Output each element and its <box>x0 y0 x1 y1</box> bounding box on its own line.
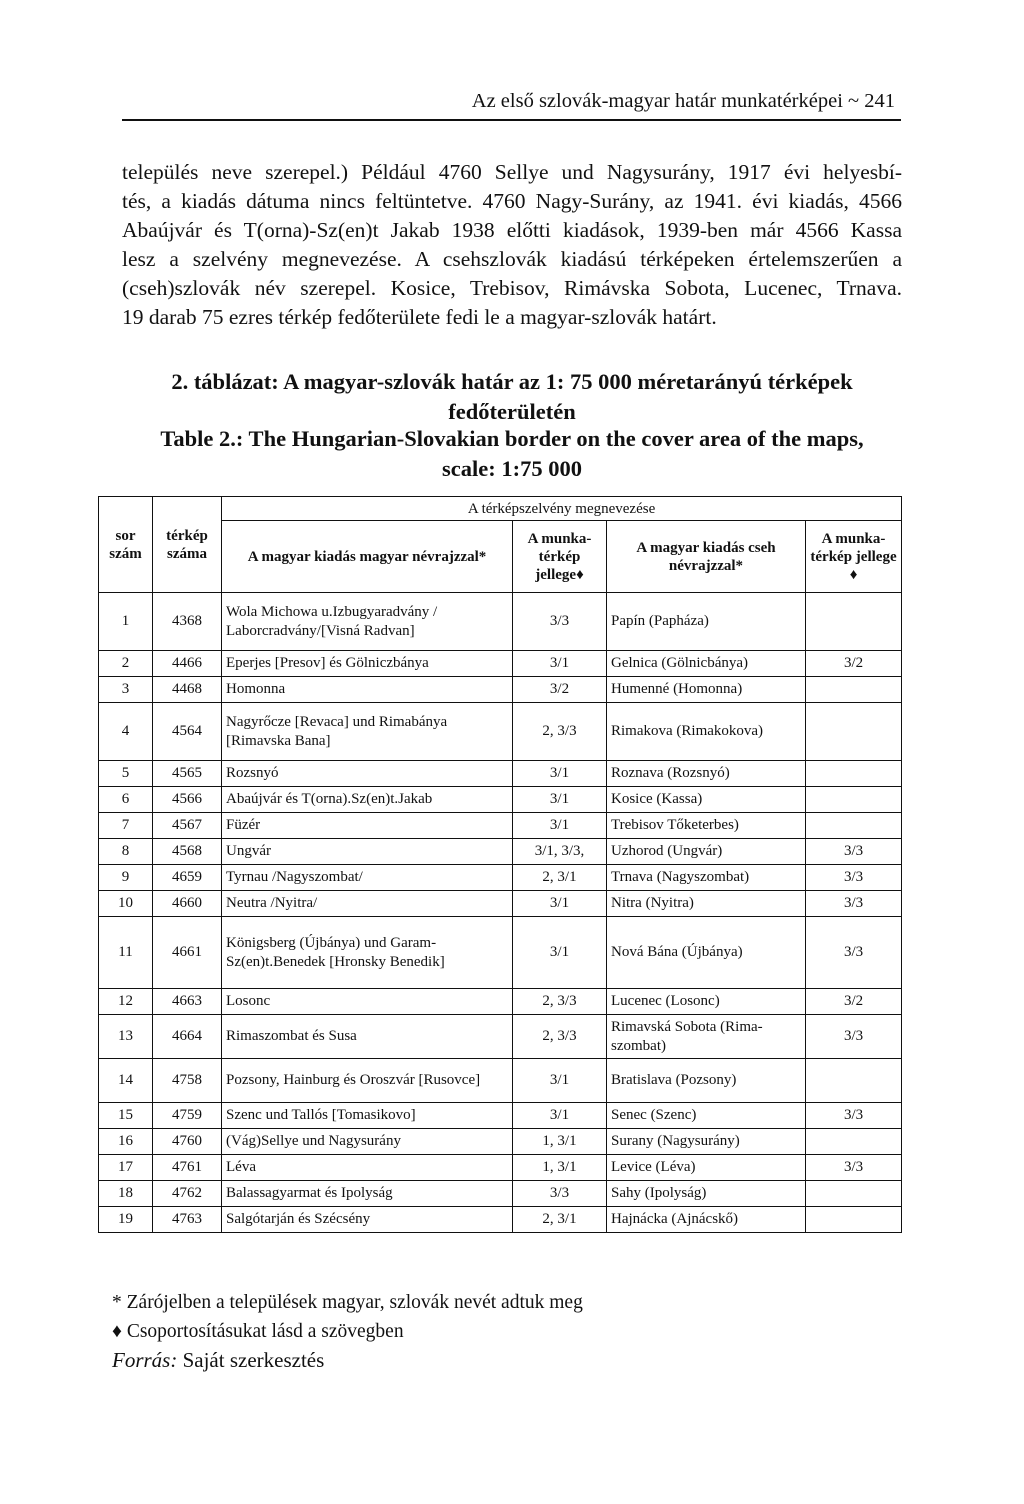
cell-work-type: 3/2 <box>513 677 607 703</box>
cell-map-number: 4659 <box>153 865 222 891</box>
cell-work-type-2 <box>806 787 902 813</box>
cell-map-number: 4760 <box>153 1129 222 1155</box>
cell-map-number: 4368 <box>153 593 222 651</box>
cell-row-number: 8 <box>99 839 153 865</box>
table-row <box>99 989 902 1015</box>
table-notes <box>112 1288 583 1375</box>
cell-work-type: 3/1 <box>513 891 607 917</box>
cell-hungarian-name: Wola Michowa u.Izbugyaradvány / Laborcradvány/[Visná Radvan] <box>222 593 513 651</box>
cell-hungarian-name: (Vág)Sellye und Nagysurány <box>222 1129 513 1155</box>
cell-map-number: 4661 <box>153 917 222 989</box>
cell-work-type-2 <box>806 593 902 651</box>
cell-map-number: 4758 <box>153 1059 222 1103</box>
cell-row-number: 13 <box>99 1015 153 1059</box>
cell-work-type: 2, 3/1 <box>513 1207 607 1233</box>
body-paragraph <box>122 158 902 332</box>
cell-work-type: 3/3 <box>513 1181 607 1207</box>
table-row <box>99 917 902 989</box>
cell-czech-name: Surany (Nagysurány) <box>607 1129 806 1155</box>
cell-row-number: 19 <box>99 1207 153 1233</box>
cell-work-type: 1, 3/1 <box>513 1155 607 1181</box>
cell-hungarian-name: Eperjes [Presov] és Gölniczbánya <box>222 651 513 677</box>
table-caption-hu <box>100 367 924 427</box>
cell-czech-name: Rimakova (Rimakokova) <box>607 703 806 761</box>
cell-map-number: 4564 <box>153 703 222 761</box>
cell-czech-name: Kosice (Kassa) <box>607 787 806 813</box>
cell-map-number: 4565 <box>153 761 222 787</box>
cell-map-number: 4763 <box>153 1207 222 1233</box>
cell-work-type: 2, 3/1 <box>513 865 607 891</box>
cell-row-number: 2 <box>99 651 153 677</box>
cell-czech-name: Levice (Léva) <box>607 1155 806 1181</box>
paragraph-line: Abaújvár és T(orna)-Sz(en)t Jakab 1938 előtti kiadások, 1939-ben már 4566 Kassa <box>122 218 902 242</box>
source-note <box>112 1346 583 1375</box>
cell-czech-name: Bratislava (Pozsony) <box>607 1059 806 1103</box>
cell-czech-name: Trebisov Tőketerbes) <box>607 813 806 839</box>
header-hungarian-edition: A magyar kiadás magyar névrajzzal* <box>222 521 513 593</box>
table-row <box>99 1103 902 1129</box>
cell-row-number: 11 <box>99 917 153 989</box>
caption-line: fedőterületén <box>448 399 576 424</box>
cell-row-number: 6 <box>99 787 153 813</box>
cell-czech-name: Senec (Szenc) <box>607 1103 806 1129</box>
header-row-number: sor szám <box>99 497 153 593</box>
cell-work-type: 3/3 <box>513 593 607 651</box>
cell-czech-name: Papín (Papháza) <box>607 593 806 651</box>
cell-map-number: 4762 <box>153 1181 222 1207</box>
table-row <box>99 677 902 703</box>
cell-czech-name: Hajnácka (Ajnácskő) <box>607 1207 806 1233</box>
cell-czech-name: Lucenec (Losonc) <box>607 989 806 1015</box>
cell-row-number: 10 <box>99 891 153 917</box>
cell-czech-name: Gelnica (Gölnicbánya) <box>607 651 806 677</box>
header-work-map-type: A munka-térkép jellege♦ <box>513 521 607 593</box>
cell-hungarian-name: Szenc und Tallós [Tomasikovo] <box>222 1103 513 1129</box>
paragraph-line: lesz a szelvény megnevezése. A csehszlovák kiadású térképeken értelemszerűen a <box>122 247 902 271</box>
source-text: Saját szerkesztés <box>177 1348 325 1372</box>
cell-czech-name: Uzhorod (Ungvár) <box>607 839 806 865</box>
table-row <box>99 1059 902 1103</box>
cell-hungarian-name: Pozsony, Hainburg és Oroszvár [Rusovce] <box>222 1059 513 1103</box>
cell-work-type-2: 3/3 <box>806 1155 902 1181</box>
cell-czech-name: Sahy (Ipolyság) <box>607 1181 806 1207</box>
cell-czech-name: Trnava (Nagyszombat) <box>607 865 806 891</box>
cell-map-number: 4568 <box>153 839 222 865</box>
paragraph-line: (cseh)szlovák név szerepel. Kosice, Trebisov, Rimávska Sobota, Lucenec, Trnava. <box>122 276 902 300</box>
table-row <box>99 651 902 677</box>
cell-map-number: 4759 <box>153 1103 222 1129</box>
cell-work-type-2 <box>806 761 902 787</box>
cell-hungarian-name: Salgótarján és Szécsény <box>222 1207 513 1233</box>
cell-work-type-2: 3/2 <box>806 989 902 1015</box>
table-row <box>99 1181 902 1207</box>
cell-czech-name: Roznava (Rozsnyó) <box>607 761 806 787</box>
table-row <box>99 1015 902 1059</box>
table-row <box>99 839 902 865</box>
cell-row-number: 5 <box>99 761 153 787</box>
cell-work-type-2 <box>806 1207 902 1233</box>
cell-hungarian-name: Nagyrőcze [Revaca] und Rimabánya [Rimavska Bana] <box>222 703 513 761</box>
cell-hungarian-name: Füzér <box>222 813 513 839</box>
cell-czech-name: Nová Bána (Újbánya) <box>607 917 806 989</box>
cell-work-type-2: 3/3 <box>806 865 902 891</box>
note-diamond: ♦ Csoportosításukat lásd a szövegben <box>112 1321 404 1342</box>
cell-hungarian-name: Königsberg (Újbánya) und Garam-Sz(en)t.Benedek [Hronsky Benedik] <box>222 917 513 989</box>
table-row <box>99 761 902 787</box>
cell-hungarian-name: Homonna <box>222 677 513 703</box>
cell-hungarian-name: Tyrnau /Nagyszombat/ <box>222 865 513 891</box>
cell-work-type-2 <box>806 703 902 761</box>
cell-hungarian-name: Balassagyarmat és Ipolyság <box>222 1181 513 1207</box>
cell-row-number: 12 <box>99 989 153 1015</box>
cell-work-type: 3/1, 3/3, <box>513 839 607 865</box>
cell-map-number: 4664 <box>153 1015 222 1059</box>
cell-row-number: 18 <box>99 1181 153 1207</box>
caption-line: 2. táblázat: A magyar-szlovák határ az 1: 75 000 méretarányú térképek <box>171 369 853 394</box>
cell-work-type-2: 3/3 <box>806 1103 902 1129</box>
cell-map-number: 4761 <box>153 1155 222 1181</box>
cell-work-type: 3/1 <box>513 917 607 989</box>
cell-work-type: 2, 3/3 <box>513 989 607 1015</box>
cell-work-type-2: 3/3 <box>806 839 902 865</box>
cell-work-type-2 <box>806 1059 902 1103</box>
cell-hungarian-name: Abaújvár és T(orna).Sz(en)t.Jakab <box>222 787 513 813</box>
cell-work-type: 3/1 <box>513 787 607 813</box>
cell-work-type: 3/1 <box>513 761 607 787</box>
running-header: Az első szlovák-magyar határ munkatérképei ~ 241 <box>122 83 901 121</box>
cell-hungarian-name: Ungvár <box>222 839 513 865</box>
cell-hungarian-name: Rozsnyó <box>222 761 513 787</box>
cell-row-number: 1 <box>99 593 153 651</box>
cell-work-type-2 <box>806 1129 902 1155</box>
cell-work-type-2 <box>806 1181 902 1207</box>
header-czech-naming-edition: A magyar kiadás cseh névrajzzal* <box>607 521 806 593</box>
table-row <box>99 1129 902 1155</box>
cell-row-number: 16 <box>99 1129 153 1155</box>
cell-work-type: 3/1 <box>513 651 607 677</box>
table-row <box>99 703 902 761</box>
cell-map-number: 4566 <box>153 787 222 813</box>
note-asterisk: * Zárójelben a települések magyar, szlovák nevét adtuk meg <box>112 1292 583 1313</box>
table-row <box>99 1207 902 1233</box>
cell-work-type-2: 3/2 <box>806 651 902 677</box>
cell-map-number: 4468 <box>153 677 222 703</box>
table-row <box>99 787 902 813</box>
header-map-number: térkép száma <box>153 497 222 593</box>
cell-work-type: 2, 3/3 <box>513 703 607 761</box>
table-caption-en <box>100 424 924 484</box>
cell-czech-name: Rimavská Sobota (Rima-szombat) <box>607 1015 806 1059</box>
table-row <box>99 813 902 839</box>
table-row <box>99 865 902 891</box>
cell-row-number: 14 <box>99 1059 153 1103</box>
cell-map-number: 4466 <box>153 651 222 677</box>
cell-work-type-2: 3/3 <box>806 891 902 917</box>
cell-work-type: 3/1 <box>513 1103 607 1129</box>
cell-work-type-2: 3/3 <box>806 917 902 989</box>
caption-line: Table 2.: The Hungarian-Slovakian border on the cover area of the maps, <box>160 426 864 451</box>
map-sheets-table <box>98 496 902 1233</box>
header-sheet-name-group: A térképszelvény megnevezése <box>222 497 902 521</box>
header-work-map-type-2: A munka-térkép jellege ♦ <box>806 521 902 593</box>
source-label: Forrás: <box>112 1348 178 1372</box>
cell-work-type: 3/1 <box>513 1059 607 1103</box>
cell-work-type: 3/1 <box>513 813 607 839</box>
cell-hungarian-name: Léva <box>222 1155 513 1181</box>
cell-work-type-2 <box>806 677 902 703</box>
cell-work-type: 1, 3/1 <box>513 1129 607 1155</box>
table-row <box>99 891 902 917</box>
cell-hungarian-name: Neutra /Nyitra/ <box>222 891 513 917</box>
cell-map-number: 4660 <box>153 891 222 917</box>
cell-row-number: 3 <box>99 677 153 703</box>
cell-czech-name: Humenné (Homonna) <box>607 677 806 703</box>
cell-row-number: 17 <box>99 1155 153 1181</box>
cell-czech-name: Nitra (Nyitra) <box>607 891 806 917</box>
cell-hungarian-name: Rimaszombat és Susa <box>222 1015 513 1059</box>
cell-work-type: 2, 3/3 <box>513 1015 607 1059</box>
cell-row-number: 9 <box>99 865 153 891</box>
cell-row-number: 7 <box>99 813 153 839</box>
cell-hungarian-name: Losonc <box>222 989 513 1015</box>
paragraph-line: település neve szerepel.) Például 4760 Sellye und Nagysurány, 1917 évi helyesbí- <box>122 160 902 184</box>
cell-row-number: 4 <box>99 703 153 761</box>
table-row <box>99 593 902 651</box>
cell-map-number: 4663 <box>153 989 222 1015</box>
cell-map-number: 4567 <box>153 813 222 839</box>
caption-line: scale: 1:75 000 <box>442 456 582 481</box>
paragraph-line: tés, a kiadás dátuma nincs feltüntetve. 4760 Nagy-Surány, az 1941. évi kiadás, 4566 <box>122 189 902 213</box>
paragraph-line: 19 darab 75 ezres térkép fedőterülete fedi le a magyar-szlovák határt. <box>122 305 717 329</box>
table-row <box>99 1155 902 1181</box>
cell-work-type-2 <box>806 813 902 839</box>
cell-row-number: 15 <box>99 1103 153 1129</box>
cell-work-type-2: 3/3 <box>806 1015 902 1059</box>
